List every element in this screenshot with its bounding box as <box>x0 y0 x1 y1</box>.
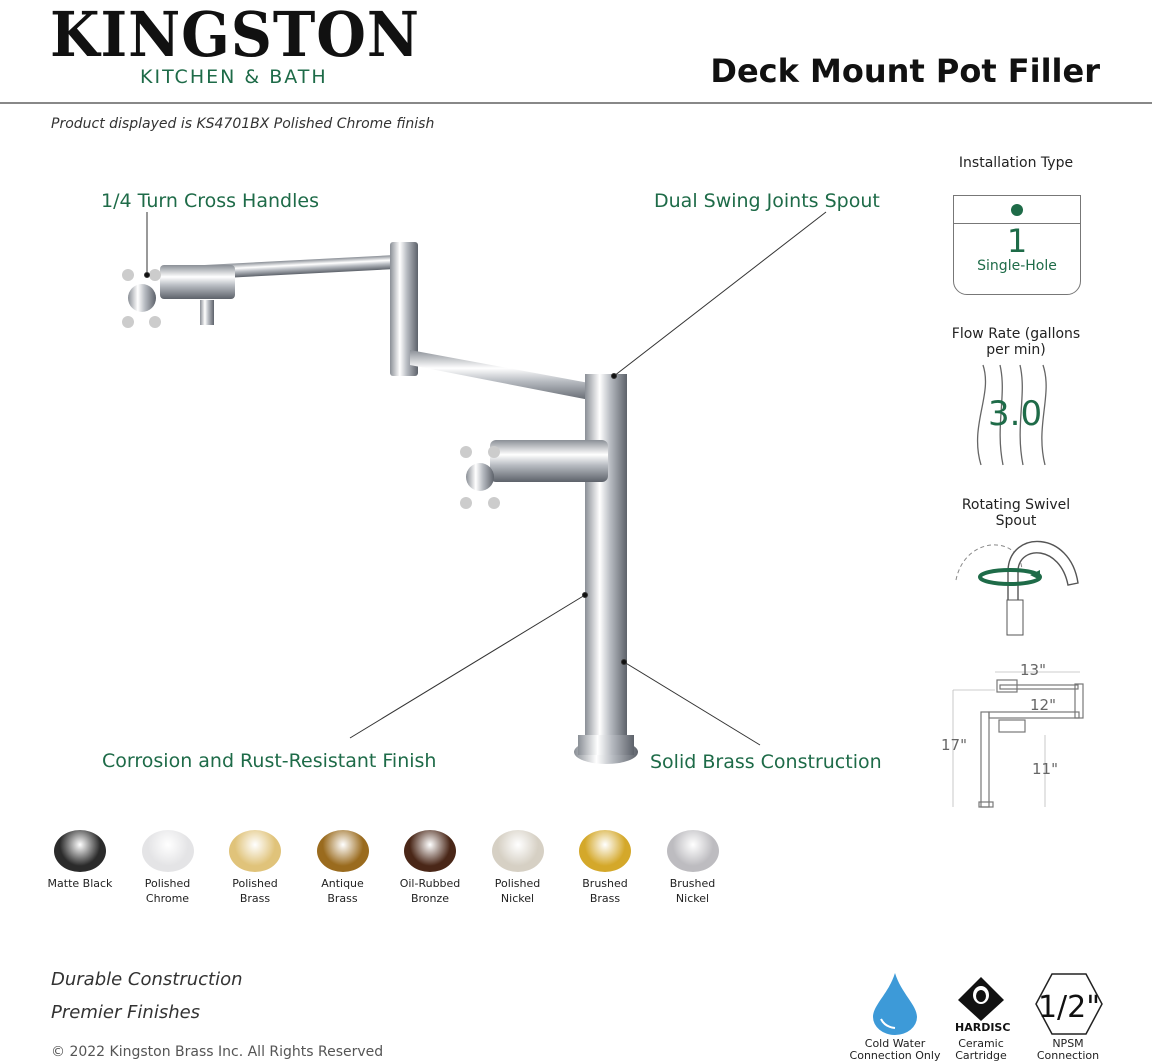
finish-swatch <box>492 830 580 906</box>
finish-color <box>492 830 544 872</box>
dim-width: 13" <box>1020 661 1046 679</box>
swivel-spout-icon <box>950 535 1080 640</box>
finish-label: Polished Nickel <box>494 877 541 905</box>
callout-finish: Corrosion and Rust-Resistant Finish <box>102 750 437 772</box>
installation-sink-icon <box>953 195 1081 295</box>
npsm-hexagon-icon <box>1035 973 1103 1035</box>
finish-color <box>579 830 631 872</box>
finish-color <box>54 830 106 872</box>
badge-npsm: NPSM Connection <box>1036 1037 1100 1062</box>
installation-unit: Single-Hole <box>977 258 1057 274</box>
dimensions-diagram <box>941 660 1090 810</box>
finish-label: Brushed Nickel <box>669 877 716 905</box>
finish-swatch <box>667 830 755 906</box>
finish-label: Oil-Rubbed Bronze <box>399 877 461 905</box>
finish-color <box>404 830 456 872</box>
flow-rate-value: 3.0 <box>988 394 1043 434</box>
finish-swatch <box>399 830 492 906</box>
badge-ceramic-cartridge: Ceramic Cartridge <box>955 1037 1007 1062</box>
finish-color <box>142 830 194 872</box>
brand-subtitle: KITCHEN & BATH <box>140 66 328 88</box>
finish-color <box>229 830 281 872</box>
copyright: © 2022 Kingston Brass Inc. All Rights Reserved <box>51 1044 384 1060</box>
finish-swatch <box>229 830 317 906</box>
water-drop-icon <box>873 973 917 1035</box>
finish-swatch <box>142 830 230 906</box>
dim-height: 17" <box>941 736 967 754</box>
callout-cross-handles: 1/4 Turn Cross Handles <box>101 190 319 212</box>
finish-color <box>317 830 369 872</box>
swivel-label: Rotating Swivel Spout <box>961 497 1071 529</box>
hardisc-icon <box>956 975 1006 1023</box>
tagline-durable: Durable Construction <box>51 969 243 990</box>
installation-label: Installation Type <box>958 155 1074 171</box>
product-note: Product displayed is KS4701BX Polished Chrome finish <box>51 116 435 132</box>
callout-brass: Solid Brass Construction <box>650 751 882 773</box>
finish-color <box>667 830 719 872</box>
finish-swatch <box>317 830 405 906</box>
finish-label: Brushed Brass <box>582 877 628 905</box>
page-title: Deck Mount Pot Filler <box>710 52 1100 90</box>
finish-label: Antique Brass <box>321 877 364 905</box>
dim-spout-height: 11" <box>1032 760 1058 778</box>
hardisc-brand: HARDISC <box>955 1021 1011 1034</box>
finish-swatch <box>579 830 667 906</box>
brand-logo: KINGSTON <box>50 0 420 71</box>
finish-label: Matte Black <box>47 877 113 890</box>
callout-dual-swing: Dual Swing Joints Spout <box>654 190 880 212</box>
flow-rate-label: Flow Rate (gallons per min) <box>951 326 1081 358</box>
badge-cold-water: Cold Water Connection Only <box>849 1037 941 1062</box>
npsm-glyph: 1/2" <box>1037 990 1101 1025</box>
finish-swatches <box>47 830 754 906</box>
finish-label: Polished Chrome <box>144 877 191 905</box>
tagline-finishes: Premier Finishes <box>51 1002 201 1023</box>
dim-reach: 12" <box>1030 696 1056 714</box>
installation-value: 1 <box>1006 222 1028 260</box>
finish-label: Polished Brass <box>232 877 278 905</box>
finish-swatch <box>47 830 142 906</box>
